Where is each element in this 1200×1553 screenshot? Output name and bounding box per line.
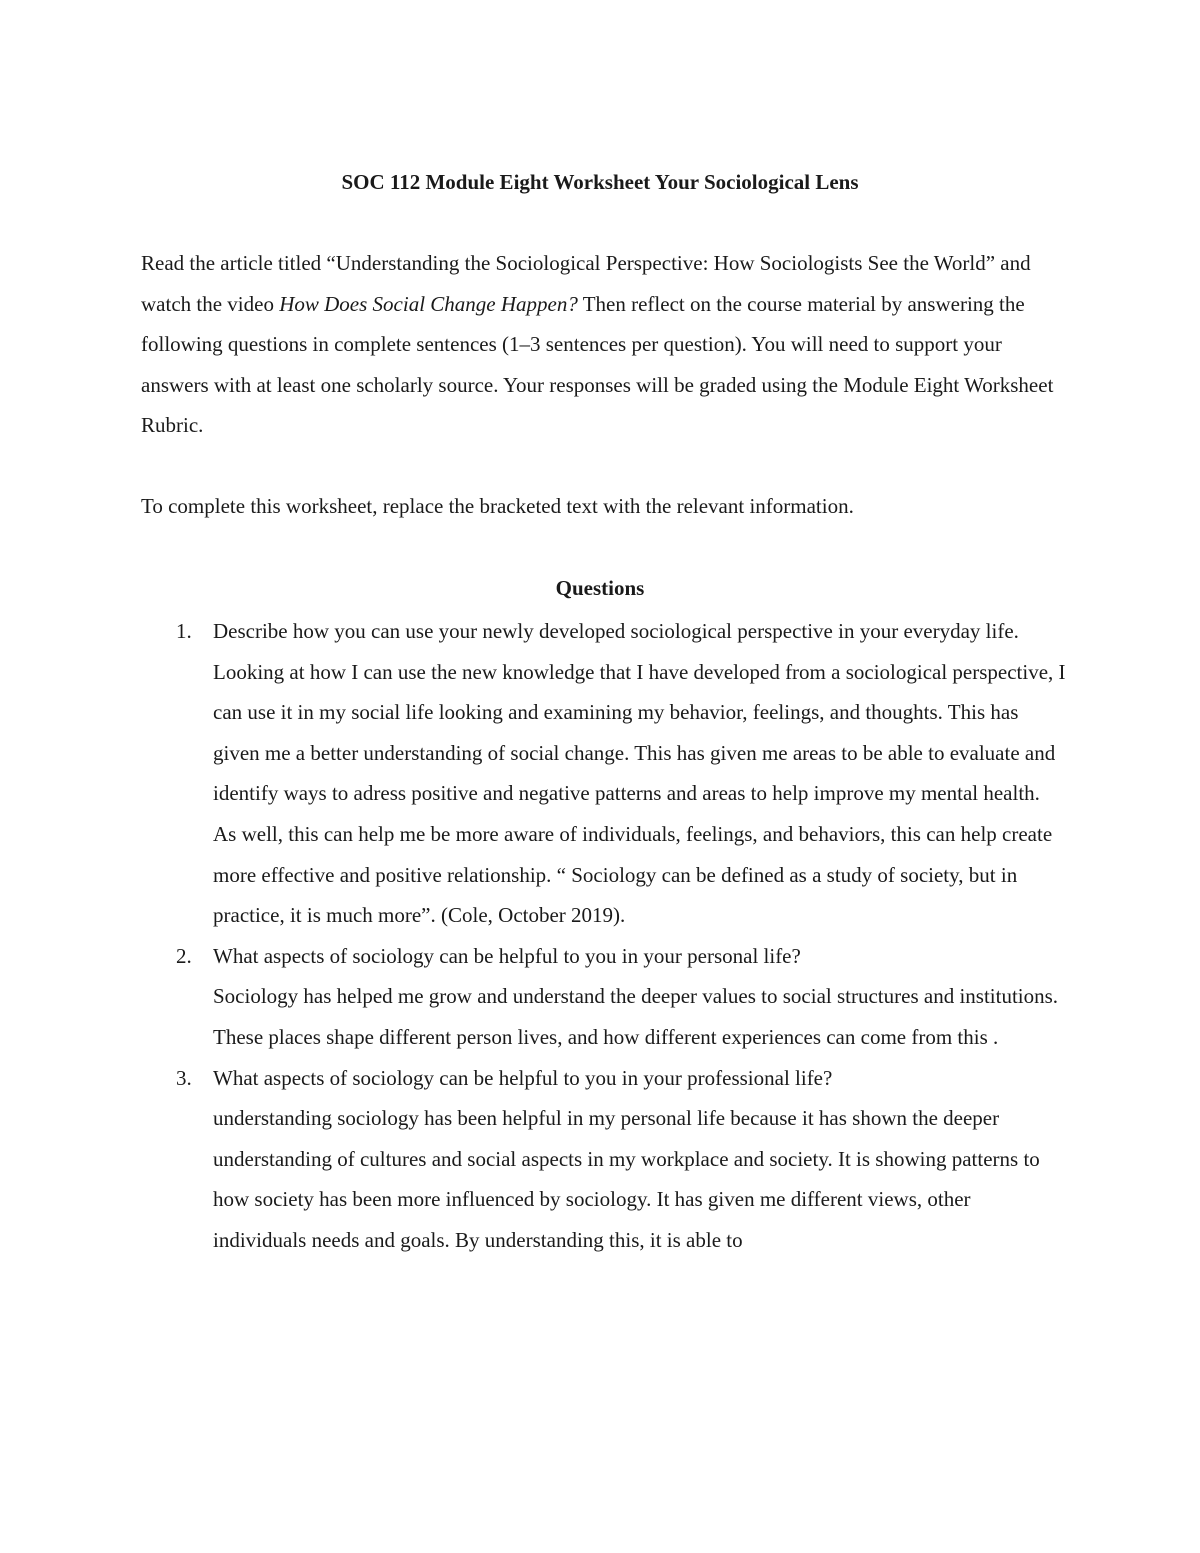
question-item-2	[141, 936, 1066, 1058]
video-title: How Does Social Change Happen?	[279, 291, 578, 316]
answer-text: Looking at how I can use the new knowledge that I have developed from a sociological perspective, I can use it in my social life looking and examining my behavior, feelings, and thoughts. This has given me a better understanding of social change. This has given me areas to be able to evaluate and identify ways to adress positive and negative patterns and areas to help improve my mental health. As well, this can help me be more aware of individuals, feelings, and behaviors, this can help create more effective and positive relationship. “ Sociology can be defined as a study of society, but in practice, it is much more”. (Cole, October 2019).	[213, 659, 1066, 928]
answer-text: Sociology has helped me grow and understand the deeper values to social structures and institutions. These places shape different person lives, and how different experiences can come from this .	[213, 984, 1059, 1049]
intro-paragraph	[141, 243, 1066, 446]
intro-text-part1: Read the article titled “Understanding the Sociological Perspective: How Sociologists See the World” and watch the video	[141, 251, 1031, 316]
question-number: 2.	[176, 943, 192, 968]
instruction-paragraph: To complete this worksheet, replace the bracketed text with the relevant information.	[141, 494, 854, 518]
questions-heading: Questions	[555, 576, 645, 600]
question-text: What aspects of sociology can be helpful to you in your personal life?	[213, 943, 801, 968]
answer-text: understanding sociology has been helpful in my personal life because it has shown the deeper understanding of cultures and social aspects in my workplace and society. It is showing patterns to how society has been more influenced by sociology. It has given me different views, other individuals needs and goals. By understanding this, it is able to	[213, 1106, 1040, 1252]
question-item-1	[141, 611, 1066, 936]
document-title: SOC 112 Module Eight Worksheet Your Sociological Lens	[341, 170, 859, 194]
question-number: 1.	[176, 619, 192, 643]
intro-text-part2: Then reflect on the course material by answering the following questions in complete sentences (1–3 sentences per question). You will need to support your answers with at least one scholarly source. Your responses will be graded using the Module Eight Worksheet Rubric.	[141, 291, 1054, 438]
question-item-3	[141, 1058, 1066, 1261]
question-text: What aspects of sociology can be helpful to you in your professional life?	[213, 1065, 833, 1090]
questions-list	[141, 611, 1066, 1261]
question-number: 3.	[176, 1065, 192, 1090]
question-text: Describe how you can use your newly developed sociological perspective in your everyday life.	[213, 619, 1019, 643]
